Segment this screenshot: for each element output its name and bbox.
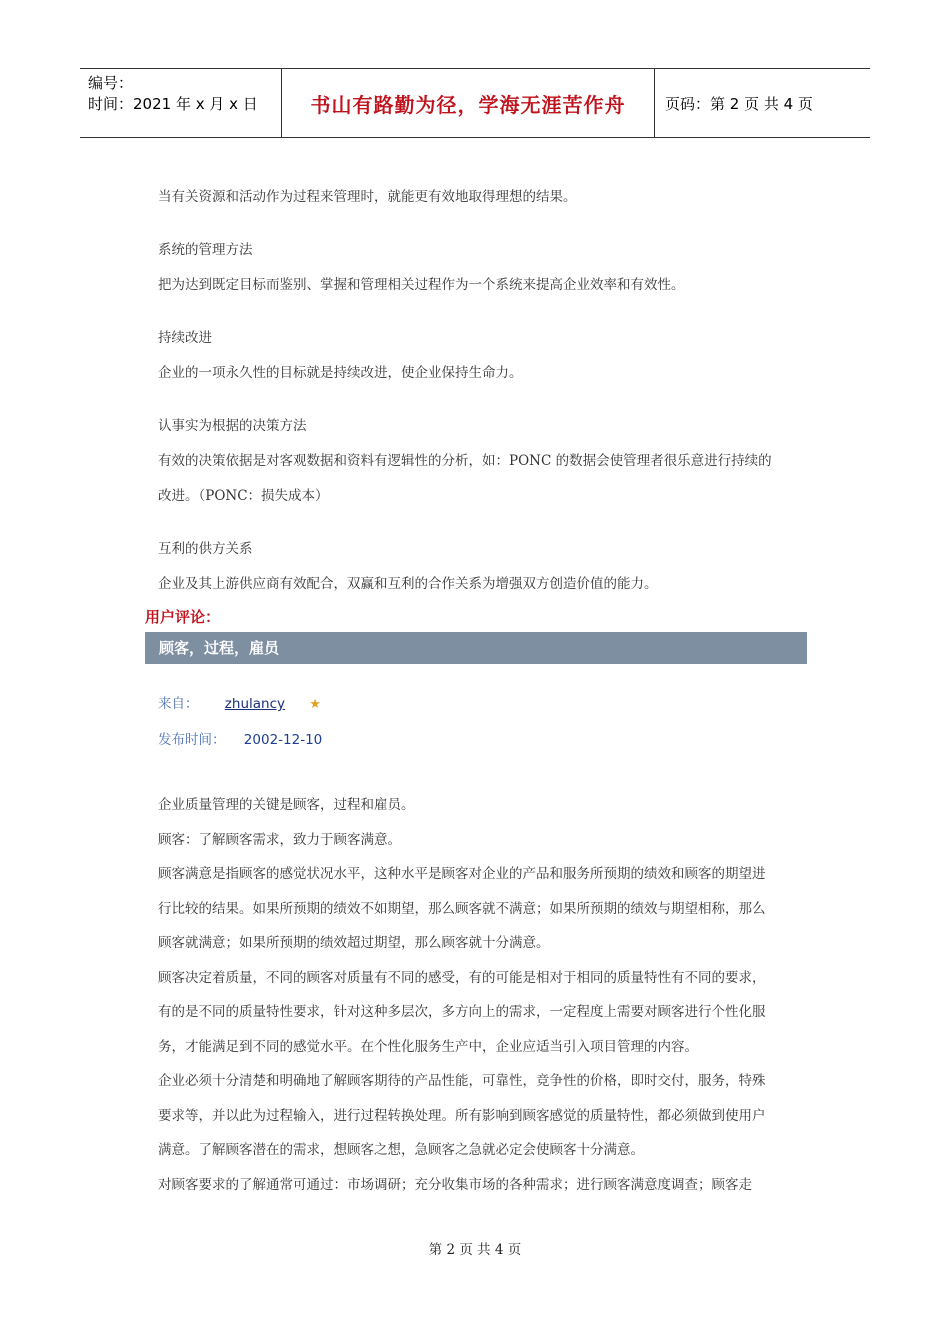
comment-title-bar: 顾客，过程，雇员 xyxy=(145,632,807,664)
text-line: 企业必须十分清楚和明确地了解顾客期待的产品性能，可靠性，竞争性的价格，即时交付，服务，特殊 xyxy=(158,1073,766,1089)
section-heading: 认事实为根据的决策方法 xyxy=(158,418,307,434)
comment-author-row xyxy=(158,692,321,712)
comment-date-row xyxy=(158,728,322,748)
paragraph: 当有关资源和活动作为过程来管理时，就能更有效地取得理想的结果。 xyxy=(158,189,577,205)
paragraph: 企业及其上游供应商有效配合，双赢和互利的合作关系为增强双方创造价值的能力。 xyxy=(158,576,658,592)
header-meta xyxy=(80,69,282,137)
text-line: 顾客决定着质量，不同的顾客对质量有不同的感受，有的可能是相对于相同的质量特性有不同的要求， xyxy=(158,969,766,986)
text-line: 顾客就满意；如果所预期的绩效超过期望，那么顾客就十分满意。 xyxy=(158,935,550,951)
date-label: 发布时间： xyxy=(158,732,226,748)
section-heading: 互利的供方关系 xyxy=(158,541,253,557)
from-label: 来自： xyxy=(158,696,199,712)
header-motto: 书山有路勤为径，学海无涯苦作舟 xyxy=(282,69,655,137)
section-heading: 持续改进 xyxy=(158,330,212,346)
paragraph: 把为达到既定目标而鉴别、掌握和管理相关过程作为一个系统来提高企业效率和有效性。 xyxy=(158,277,685,293)
text-line: 要求等，并以此为过程输入，进行过程转换处理。所有影响到顾客感觉的质量特性，都必须做到使用户 xyxy=(158,1107,766,1124)
text-line: 对顾客要求的了解通常可通过：市场调研；充分收集市场的各种需求；进行顾客满意度调查；顾客走 xyxy=(158,1176,752,1193)
comments-label: 用户评论： xyxy=(145,608,221,626)
header-page-info: 页码：第 2 页 共 4 页 xyxy=(665,94,813,113)
number-label: 编号： xyxy=(88,74,134,92)
text-line: 顾客：了解顾客需求，致力于顾客满意。 xyxy=(158,831,401,848)
paragraph: 企业的一项永久性的目标就是持续改进，使企业保持生命力。 xyxy=(158,365,523,381)
comment-date: 2002-12-10 xyxy=(243,732,323,748)
main-content xyxy=(158,180,808,602)
text-line: 行比较的结果。如果所预期的绩效不如期望，那么顾客就不满意；如果所预期的绩效与期望相称，那么 xyxy=(158,900,766,917)
section-heading: 系统的管理方法 xyxy=(158,242,253,258)
author-link[interactable]: zhulancy xyxy=(224,696,285,712)
text-line: 满意。了解顾客潜在的需求，想顾客之想，急顾客之急就必定会使顾客十分满意。 xyxy=(158,1142,644,1158)
text-line: 顾客满意是指顾客的感觉状况水平，这种水平是顾客对企业的产品和服务所预期的绩效和顾客的期望进 xyxy=(158,866,766,882)
text-line: 务，才能满足到不同的感觉水平。在个性化服务生产中，企业应适当引入项目管理的内容。 xyxy=(158,1038,698,1055)
text-line: 有的是不同的质量特性要求，针对这种多层次，多方向上的需求，一定程度上需要对顾客进行个性化服 xyxy=(158,1004,766,1020)
page-header xyxy=(80,68,870,138)
paragraph: 有效的决策依据是对客观数据和资料有逻辑性的分析，如：PONC 的数据会使管理者很乐意进行持续的 xyxy=(158,453,772,469)
time-label: 时间：2021 年 x 月 x 日 xyxy=(88,95,258,113)
paragraph: 改进。（PONC：损失成本） xyxy=(158,488,329,504)
star-icon: ★ xyxy=(309,697,321,712)
page-footer: 第 2 页 共 4 页 xyxy=(428,1242,522,1258)
comment-body xyxy=(158,788,808,1202)
text-line: 企业质量管理的关键是顾客，过程和雇员。 xyxy=(158,797,415,813)
